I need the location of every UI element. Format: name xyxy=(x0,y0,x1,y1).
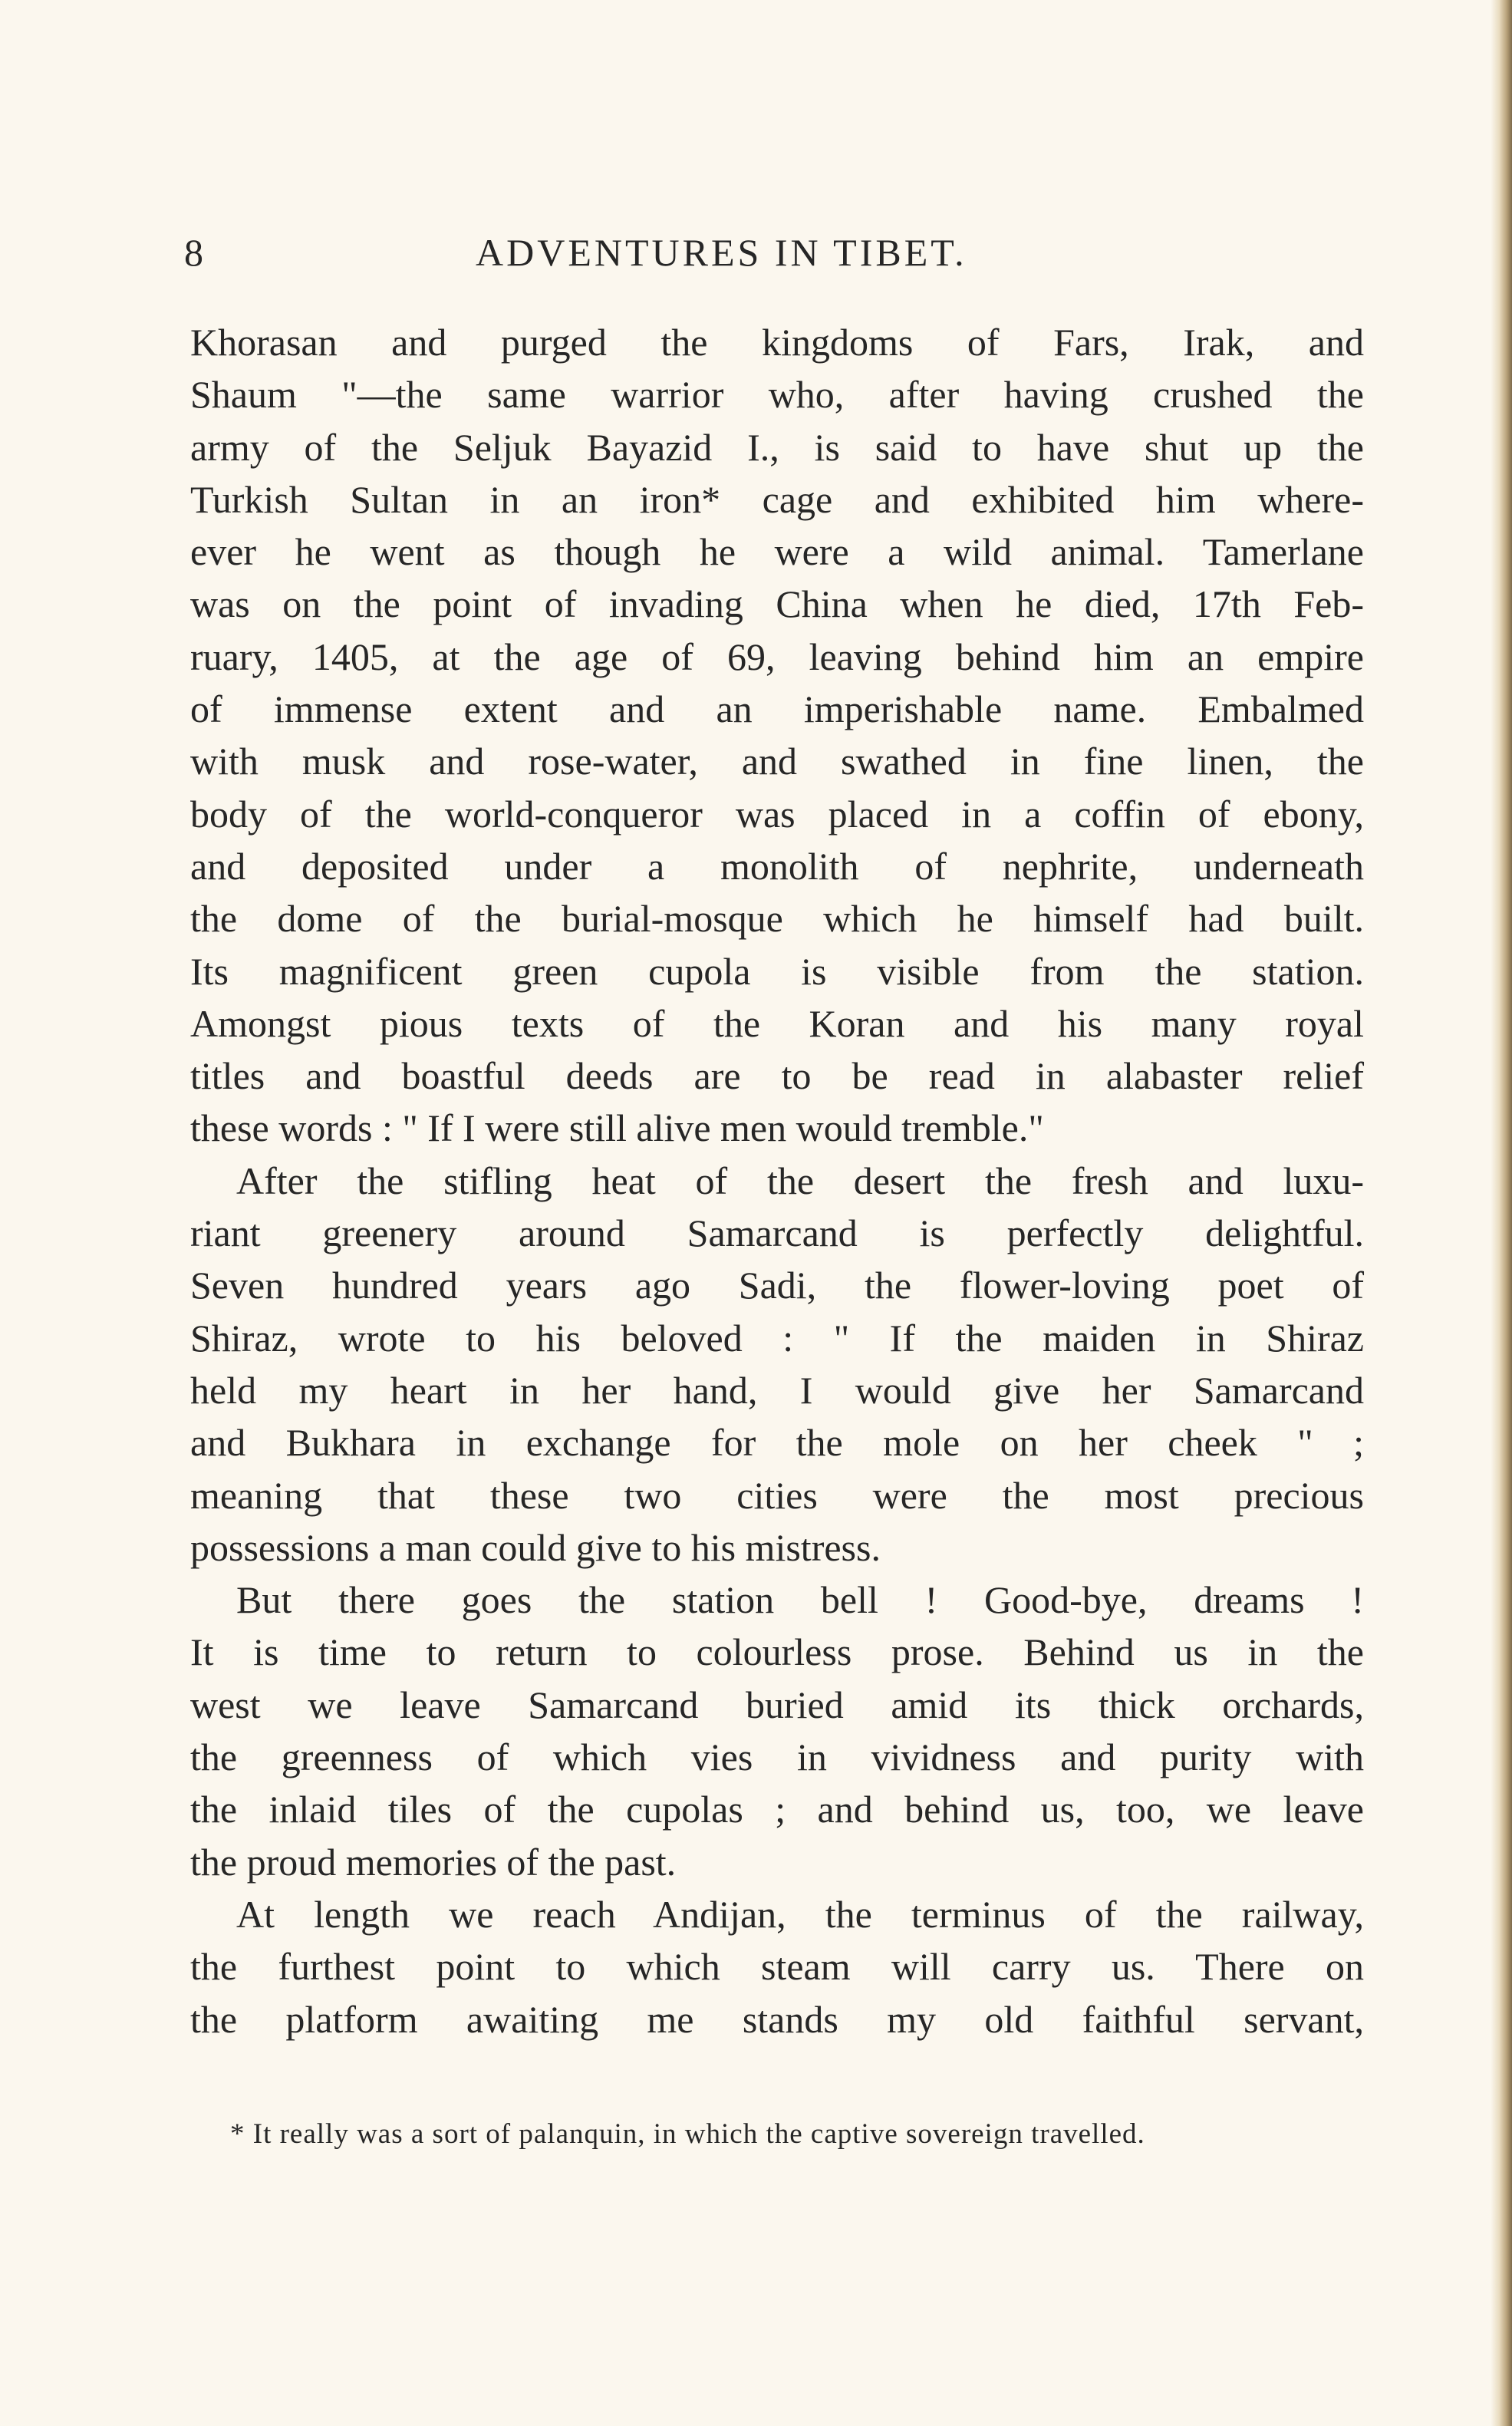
text-line: was on the point of invading China when he died, 17th Feb- xyxy=(190,582,1364,626)
text-line: After the stifling heat of the desert the fresh and luxu- xyxy=(236,1159,1364,1202)
text-line: riant greenery around Samarcand is perfectly delightful. xyxy=(190,1211,1364,1255)
text-line: ever he went as though he were a wild animal. Tamerlane xyxy=(190,530,1364,574)
text-line: Its magnificent green cupola is visible from the station. xyxy=(190,949,1364,993)
text-line: But there goes the station bell ! Good-bye, dreams ! xyxy=(236,1578,1364,1622)
text-line: the furthest point to which steam will carry us. There on xyxy=(190,1945,1364,1989)
text-line: of immense extent and an imperishable name. Embalmed xyxy=(190,687,1364,731)
text-line: and Bukhara in exchange for the mole on her cheek " ; xyxy=(190,1421,1364,1465)
text-line: Shiraz, wrote to his beloved : " If the maiden in Shiraz xyxy=(190,1316,1364,1360)
text-line: the inlaid tiles of the cupolas ; and behind us, too, we leave xyxy=(190,1788,1364,1831)
text-line: It is time to return to colourless prose. Behind us in the xyxy=(190,1630,1364,1674)
text-line: At length we reach Andijan, the terminus of the railway, xyxy=(236,1892,1364,1936)
text-line: with musk and rose-water, and swathed in fine linen, the xyxy=(190,740,1364,783)
text-line: titles and boastful deeds are to be read in alabaster relief xyxy=(190,1054,1364,1098)
text-line: body of the world-conqueror was placed in a coffin of ebony, xyxy=(190,792,1364,836)
text-line: Turkish Sultan in an iron* cage and exhibited him where- xyxy=(190,477,1364,521)
text-line: the platform awaiting me stands my old faithful servant, xyxy=(190,1997,1364,2041)
page-number: 8 xyxy=(184,231,206,274)
text-line: these words : " If I were still alive men would tremble." xyxy=(190,1106,1044,1150)
text-line: meaning that these two cities were the most precious xyxy=(190,1473,1364,1517)
text-line: and deposited under a monolith of nephrite, underneath xyxy=(190,844,1364,888)
body-text xyxy=(190,316,1364,2045)
text-line: Seven hundred years ago Sadi, the flower-loving poet of xyxy=(190,1264,1364,1307)
text-line: army of the Seljuk Bayazid I., is said to have shut up the xyxy=(190,425,1364,469)
text-line: possessions a man could give to his mistress. xyxy=(190,1525,881,1569)
text-line: the greenness of which vies in vividness and purity with xyxy=(190,1735,1364,1779)
text-line: ruary, 1405, at the age of 69, leaving behind him an empire xyxy=(190,635,1364,678)
footnote: * It really was a sort of palanquin, in which the captive sovereign travelled. xyxy=(230,2118,1145,2150)
text-line: Khorasan and purged the kingdoms of Fars, Irak, and xyxy=(190,321,1364,364)
page-edge xyxy=(1491,0,1512,2426)
text-line: Shaum "—the same warrior who, after having crushed the xyxy=(190,373,1364,417)
running-title: ADVENTURES IN TIBET. xyxy=(476,231,967,274)
text-line: held my heart in her hand, I would give her Samarcand xyxy=(190,1368,1364,1412)
text-line: west we leave Samarcand buried amid its thick orchards, xyxy=(190,1683,1364,1726)
page-header xyxy=(184,230,1369,292)
text-line: the dome of the burial-mosque which he himself had built. xyxy=(190,897,1364,941)
text-line: the proud memories of the past. xyxy=(190,1840,677,1884)
text-line: Amongst pious texts of the Koran and his many royal xyxy=(190,1001,1364,1045)
